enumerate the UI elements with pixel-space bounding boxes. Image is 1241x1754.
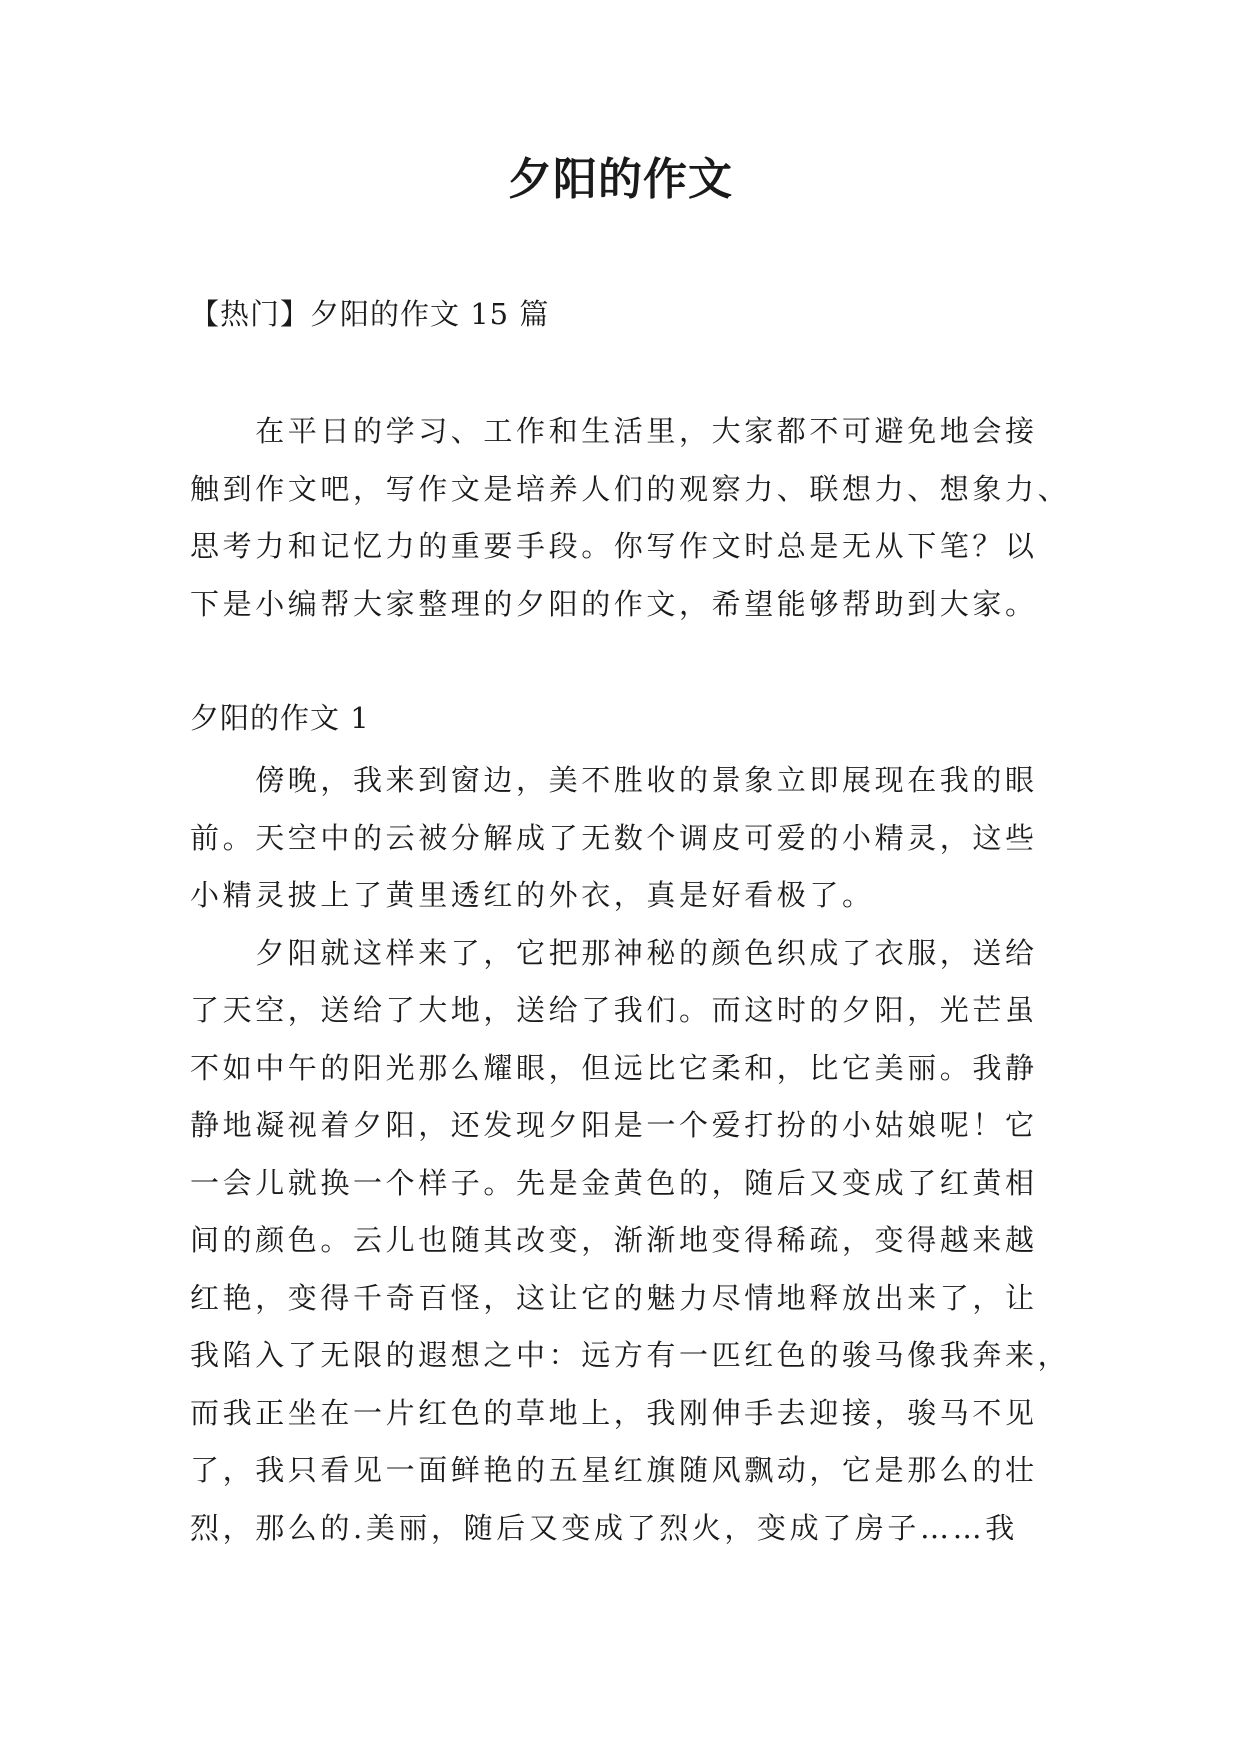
essay-line: 了，我只看见一面鲜艳的五星红旗随风飘动，它是那么的壮 [190,1453,1038,1487]
essay-line: 了天空，送给了大地，送给了我们。而这时的夕阳，光芒虽 [190,993,1038,1027]
intro-line: 下是小编帮大家整理的夕阳的作文，希望能够帮助到大家。 [190,586,1038,621]
essay-line: 一会儿就换一个样子。先是金黄色的，随后又变成了红黄相 [190,1165,1038,1200]
essay-line: 不如中午的阳光那么耀眼，但远比它柔和，比它美丽。我静 [190,1050,1038,1085]
intro-line: 触到作文吧，写作文是培养人们的观察力、联想力、想象力、 [190,471,1071,506]
essay-line: 而我正坐在一片红色的草地上，我刚伸手去迎接，骏马不见 [190,1395,1038,1430]
essay-line: 傍晚，我来到窗边，美不胜收的景象立即展现在我的眼 [190,763,1038,797]
essay-line: 前。天空中的云被分解成了无数个调皮可爱的小精灵，这些 [190,820,1038,855]
essay-line: 小精灵披上了黄里透红的外衣，真是好看极了。 [190,878,875,912]
intro-paragraph [190,403,1070,633]
essay-body [190,752,1070,1557]
intro-line: 在平日的学习、工作和生活里，大家都不可避免地会接 [190,414,1038,448]
essay-line: 静地凝视着夕阳，还发现夕阳是一个爱打扮的小姑娘呢！它 [190,1108,1038,1142]
essay-line: 间的颜色。云儿也随其改变，渐渐地变得稀疏，变得越来越 [190,1223,1038,1257]
section-heading: 夕阳的作文 1 [190,701,370,735]
document-title: 夕阳的作文 [508,154,733,205]
document-subtitle: 【热门】夕阳的作文 15 篇 [190,297,550,331]
intro-line: 思考力和记忆力的重要手段。你写作文时总是无从下笔？以 [190,529,1038,563]
essay-line: 夕阳就这样来了，它把那神秘的颜色织成了衣服，送给 [190,935,1038,970]
essay-line: 红艳，变得千奇百怪，这让它的魅力尽情地释放出来了，让 [190,1280,1038,1315]
essay-line: 我陷入了无限的遐想之中：远方有一匹红色的骏马像我奔来， [190,1338,1071,1372]
essay-line: 烈，那么的.美丽，随后又变成了烈火，变成了房子……我 [190,1510,1018,1545]
